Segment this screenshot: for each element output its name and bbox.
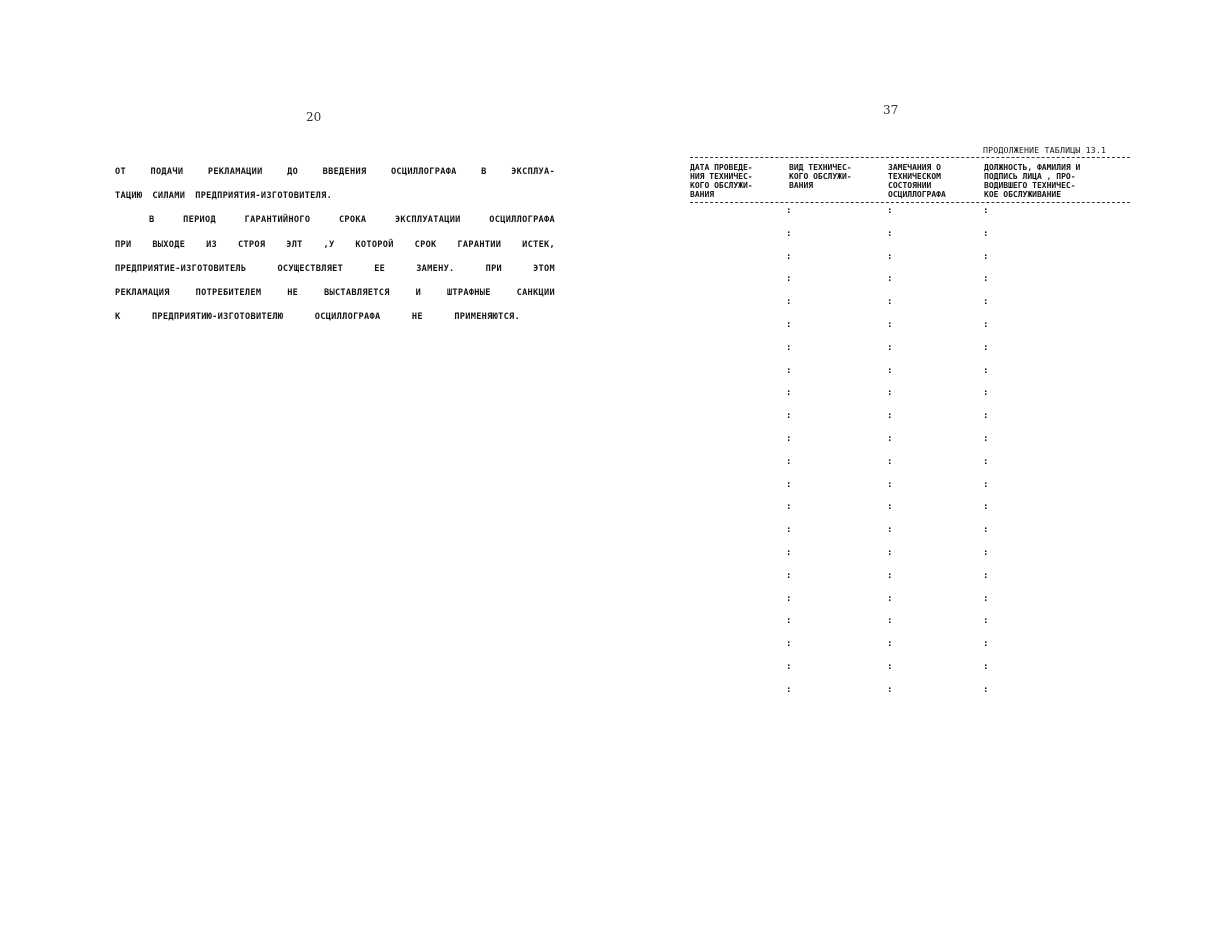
word: ОСЦИЛЛОГРАФА [314, 312, 381, 323]
column-separator: : [983, 251, 989, 262]
column-separator: : [887, 434, 893, 444]
page-number: 37 [883, 103, 899, 117]
word: СИЛАМИ [152, 191, 186, 202]
column-separator: : [786, 662, 792, 672]
column-separator: : [887, 456, 893, 467]
column-separator: : [983, 297, 989, 308]
word: ВВЕДЕНИЯ [322, 167, 367, 177]
column-separator: : [983, 684, 989, 695]
word: ПОДАЧИ [150, 167, 184, 177]
word: ЭТОМ [533, 263, 555, 274]
word: ДО [287, 167, 299, 177]
word: ШТРАФНЫЕ [446, 287, 491, 298]
column-separator: : [887, 411, 893, 422]
word: КОТОРОЙ [355, 239, 394, 250]
column-separator: : [983, 456, 989, 467]
table-continuation-label: ПРОДОЛЖЕНИЕ ТАБЛИЦЫ 13.1 [983, 145, 1107, 155]
text-line [115, 240, 555, 264]
word: ЕЕ [374, 263, 386, 274]
column-separator: : [786, 593, 792, 604]
word: СТРОЯ [237, 239, 266, 250]
column-separator: : [786, 206, 792, 216]
column-separator: : [887, 228, 893, 239]
column-separator: : [983, 639, 989, 650]
text-line [115, 288, 555, 312]
column-separator: : [786, 411, 792, 422]
word: К [115, 312, 121, 323]
header-type: ВИД ТЕХНИЧЕС- КОГО ОБСЛУЖИ- ВАНИЯ [789, 163, 852, 190]
column-separator: : [887, 479, 893, 490]
word: ОСЦИЛЛОГРАФА [390, 167, 457, 177]
text-line [115, 264, 555, 288]
column-separator: : [887, 639, 893, 650]
word: РЕКЛАМАЦИИ [207, 167, 263, 177]
column-separator: : [786, 434, 792, 444]
column-separator: : [983, 479, 989, 490]
text-line [115, 167, 555, 191]
column-separator: : [887, 365, 893, 376]
word: ПРЕДПРИЯТИЯ-ИЗГОТОВИТЕЛЯ. [195, 191, 333, 202]
column-separator: : [887, 548, 893, 558]
column-separator: : [786, 342, 792, 353]
column-separator: : [887, 662, 893, 672]
column-separator: : [983, 593, 989, 604]
column-separator: : [786, 684, 792, 695]
column-separator: : [887, 320, 893, 330]
table-body [690, 203, 1130, 703]
column-separator: : [983, 228, 989, 239]
word: РЕКЛАМАЦИЯ [115, 287, 170, 298]
column-separator: : [786, 639, 792, 650]
paragraph-text [115, 167, 555, 336]
word: ПЕРИОД [183, 215, 216, 226]
column-separator: : [983, 434, 989, 444]
word: ОСЦИЛЛОГРАФА [489, 215, 555, 226]
word: ЭКСПЛУАТАЦИИ [394, 215, 461, 226]
column-separator: : [887, 525, 893, 536]
column-separator: : [983, 525, 989, 536]
column-separator: : [983, 502, 989, 513]
column-separator: : [983, 662, 989, 672]
word: ЭЛТ [286, 239, 303, 250]
word: СРОК [414, 239, 437, 250]
page-number: 20 [306, 110, 322, 124]
column-separator: : [887, 251, 893, 262]
column-separator: : [887, 616, 893, 627]
word: ПРИМЕНЯЮТСЯ. [454, 312, 520, 323]
column-separator: : [887, 297, 893, 308]
word: ОСУЩЕСТВЛЯЕТ [277, 263, 344, 274]
text-line [115, 215, 555, 239]
table-header-row [690, 158, 1130, 202]
column-separator: : [887, 593, 893, 604]
word: ИСТЕК, [522, 239, 555, 250]
word: ПРИ [115, 239, 132, 250]
column-separator: : [786, 456, 792, 467]
column-separator: : [983, 320, 989, 330]
word: И [415, 287, 422, 298]
column-separator: : [983, 388, 989, 399]
word: ,У [323, 239, 335, 250]
header-signature: ДОЛЖНОСТЬ, ФАМИЛИЯ И ПОДПИСЬ ЛИЦА , ПРО- ВОДИВШЕГО ТЕХНИЧЕС- КОЕ ОБСЛУЖИВАНИЕ [984, 163, 1081, 199]
column-separator: : [983, 411, 989, 422]
column-separator: : [983, 342, 989, 353]
header-date: ДАТА ПРОВЕДЕ- НИЯ ТЕХНИЧЕС- КОГО ОБСЛУЖИ- ВАНИЯ [690, 163, 753, 199]
word: САНКЦИИ [516, 287, 555, 298]
column-separator: : [786, 570, 792, 581]
column-separator: : [786, 525, 792, 536]
column-separator: : [786, 251, 792, 262]
column-separator: : [887, 274, 893, 285]
column-separator: : [983, 206, 989, 216]
word: ВЫСТАВЛЯЕТСЯ [324, 287, 390, 298]
column-separator: : [887, 570, 893, 581]
word: ПРЕДПРИЯТИЮ-ИЗГОТОВИТЕЛЮ [151, 312, 284, 323]
word: В [149, 215, 155, 226]
word: ВЫХОДЕ [152, 239, 186, 250]
column-separator: : [786, 388, 792, 399]
column-separator: : [786, 228, 792, 239]
word: В [481, 167, 487, 177]
column-separator: : [786, 365, 792, 376]
text-line [115, 191, 555, 215]
column-separator: : [786, 479, 792, 490]
word: ЗАМЕНУ. [416, 263, 455, 274]
column-separator: : [786, 616, 792, 627]
column-separator: : [983, 548, 989, 558]
word: ТАЦИЮ [115, 191, 143, 202]
column-separator: : [983, 274, 989, 285]
header-remarks: ЗАМЕЧАНИЯ О ТЕХНИЧЕСКОМ СОСТОЯНИИ ОСЦИЛЛОГРАФА [888, 163, 946, 199]
word: ОТ [115, 167, 126, 177]
word: СРОКА [338, 215, 367, 226]
column-separator: : [887, 388, 893, 399]
column-separator: : [887, 206, 893, 216]
column-separator: : [786, 502, 792, 513]
text-line [115, 312, 520, 336]
word: НЕ [287, 287, 299, 298]
column-separator: : [786, 548, 792, 558]
column-separator: : [786, 320, 792, 330]
word: ИЗ [206, 239, 218, 250]
column-separator: : [786, 274, 792, 285]
column-separator: : [983, 570, 989, 581]
word: ПОТРЕБИТЕЛЕМ [195, 287, 262, 298]
word: НЕ [411, 312, 423, 323]
maintenance-table [690, 157, 1130, 703]
column-separator: : [887, 502, 893, 513]
column-separator: : [887, 684, 893, 695]
word: ГАРАНТИИ [457, 239, 502, 250]
column-separator: : [983, 365, 989, 376]
column-separator: : [887, 342, 893, 353]
column-separator: : [983, 616, 989, 627]
column-separator: : [786, 297, 792, 308]
word: ПРИ [485, 263, 503, 274]
word: ЭКСПЛУА- [511, 167, 555, 177]
word: ПРЕДПРИЯТИЕ-ИЗГОТОВИТЕЛЬ [115, 263, 247, 274]
word: ГАРАНТИЙНОГО [244, 215, 311, 226]
